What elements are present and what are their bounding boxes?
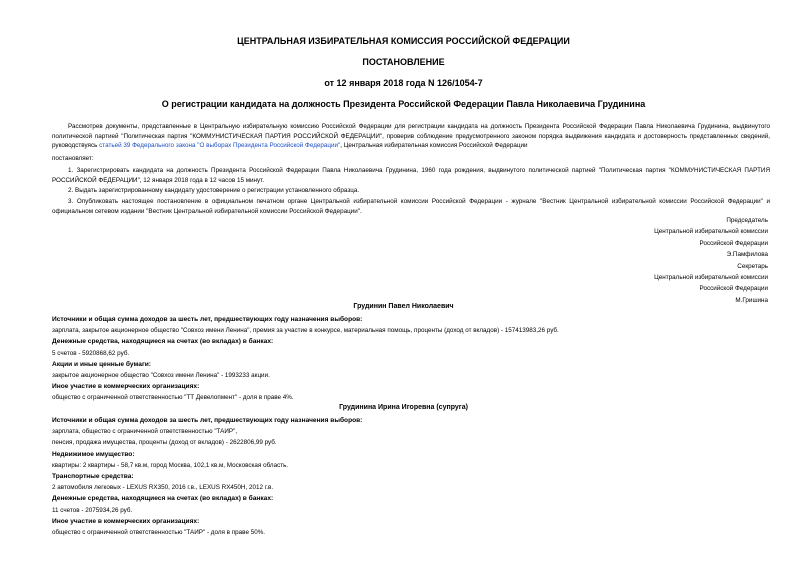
decision-word: постановляет:	[52, 155, 94, 162]
secretary-org-line-1: Центральной избирательной комиссии	[654, 274, 768, 282]
candidate-income-value: зарплата, закрытое акционерное общество "Совхоз имени Ленина", премия за участие в конкурсе, материальная помощь, проценты (доход от вкладов) - 157413983,26 руб.	[52, 327, 559, 335]
decision-item-3: 3. Опубликовать настоящее постановление в официальном печатном органе Центральной избирательной комиссии Российской Федерации - журнале "Вестник Центральной избирательной комиссии Российской Федерации" и официальном сетевом издании "Вестник Центральной избирательной комиссии Российской Федерации".	[52, 198, 770, 215]
commission-title: ЦЕНТРАЛЬНАЯ ИЗБИРАТЕЛЬНАЯ КОМИССИЯ РОССИЙСКОЙ ФЕДЕРАЦИИ	[237, 36, 570, 46]
chair-role: Председатель	[726, 217, 768, 224]
spouse-name: Грудинина Ирина Игоревна (супруга)	[339, 404, 468, 411]
spouse-accounts-heading: Денежные средства, находящиеся на счетах (во вкладах) в банках:	[52, 495, 274, 503]
candidate-shares-value: закрытое акционерное общество "Совхоз имени Ленина" - 1993233 акции.	[52, 372, 270, 380]
document-subject: О регистрации кандидата на должность Президента Российской Федерации Павла Николаевича Грудинина	[161, 99, 646, 109]
spouse-income-value-1: зарплата, общество с ограниченной ответственностью "ТАИР",	[52, 428, 238, 436]
candidate-name: Грудинин Павел Николаевич	[353, 303, 454, 310]
candidate-accounts-heading: Денежные средства, находящиеся на счетах (во вкладах) в банках:	[52, 338, 274, 346]
spouse-commercial-heading: Иное участие в коммерческих организациях:	[52, 517, 200, 525]
law-article-link[interactable]: статьей 39 Федерального закона "О выборах Президента Российской Федерации"	[99, 142, 341, 150]
spouse-income-value-2: пенсия, продажа имущества, проценты (доход от вкладов) - 2622806,99 руб.	[52, 439, 277, 447]
spouse-vehicles-value: 2 автомобиля легковых - LEXUS RX350, 2016 г.в., LEXUS RX450H, 2012 г.в.	[52, 484, 274, 492]
chair-name: Э.Памфилова	[726, 251, 768, 259]
preamble-text-end: , Центральная избирательная комиссия Российской Федерации	[340, 142, 528, 150]
chair-org-line-2: Российской Федерации	[699, 239, 768, 247]
secretary-org-line-2: Российской Федерации	[699, 285, 768, 293]
spouse-income-heading: Источники и общая сумма доходов за шесть лет, предшествующих году назначения выборов:	[52, 417, 363, 424]
document-type: ПОСТАНОВЛЕНИЕ	[362, 57, 445, 67]
candidate-income-heading: Источники и общая сумма доходов за шесть лет, предшествующих году назначения выборов:	[52, 316, 363, 323]
spouse-accounts-value: 11 счетов - 2075934,26 руб.	[52, 506, 133, 514]
candidate-shares-heading: Акции и иные ценные бумаги:	[52, 360, 151, 368]
candidate-commercial-heading: Иное участие в коммерческих организациях:	[52, 383, 200, 391]
chair-org-line-1: Центральной избирательной комиссии	[654, 228, 768, 236]
document-date-number: от 12 января 2018 года N 126/1054-7	[324, 78, 483, 88]
spouse-commercial-value: общество с ограниченной ответственностью "ТАИР" - доля в праве 50%.	[52, 529, 266, 537]
spouse-realty-value: квартиры: 2 квартиры - 58,7 кв.м, город Москва, 102,1 кв.м, Московская область.	[52, 461, 289, 469]
preamble-paragraph	[52, 122, 770, 151]
spouse-realty-heading: Недвижимое имущество:	[52, 450, 135, 458]
candidate-accounts-value: 5 счетов - 5920868,62 руб.	[52, 349, 130, 357]
secretary-role: Секретарь	[737, 262, 768, 270]
spouse-declaration	[52, 415, 770, 538]
decision-item-1: 1. Зарегистрировать кандидата на должность Президента Российской Федерации Павла Николаевича Грудинина, 1960 года рождения, выдвинутого политической партией "Политическая партия "КОММУНИСТИЧЕСКАЯ ПАРТИЯ РОССИЙСКОЙ ФЕДЕРАЦИИ", 12 января 2018 года в 12 часов 15 минут.	[52, 167, 770, 184]
decision-item-2: 2. Выдать зарегистрированному кандидату удостоверение о регистрации установленного образца.	[68, 187, 360, 194]
candidate-declaration	[52, 314, 770, 404]
signature-block	[654, 215, 768, 306]
preamble-text: Рассмотрев документы, представленные в Центральную избирательную комиссию Российской Федерации для регистрации кандидата на должность Президента Российской Федерации Павла Николаевича Грудинина, выдвинутого политической партией "Политическая партия "КОММУНИСТИЧЕСКАЯ ПАРТИЯ РОССИЙСКОЙ ФЕДЕРАЦИИ", проверив соблюдение предусмотренного законом порядка выдвижения кандидата и достоверность представленных сведений, руководствуясь	[52, 123, 770, 150]
candidate-commercial-value: общество с ограниченной ответственностью "ТТ Девелопмент" - доля в праве 4%.	[52, 394, 294, 402]
secretary-name: М.Гришина	[735, 296, 768, 304]
spouse-vehicles-heading: Транспортные средства:	[52, 473, 134, 481]
